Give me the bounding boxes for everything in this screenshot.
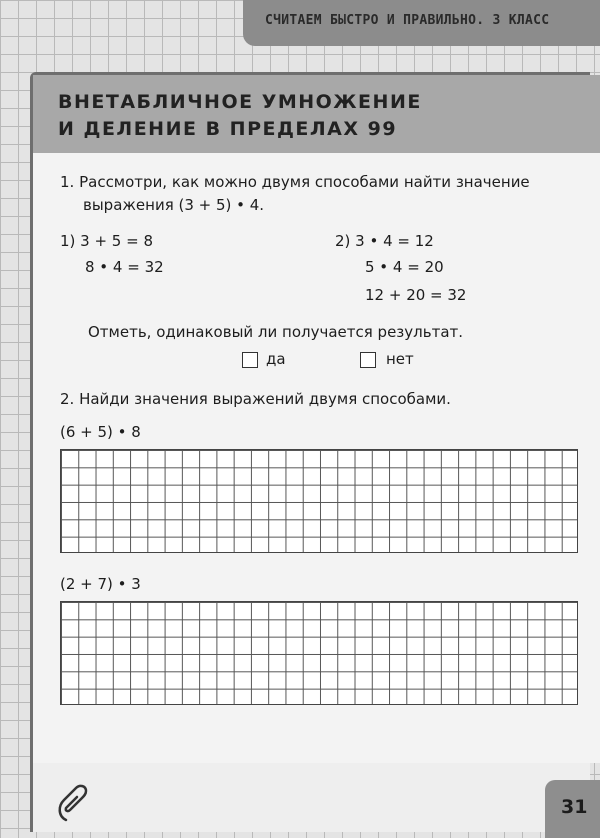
method2-step3: 12 + 20 = 32 bbox=[365, 286, 467, 304]
option-yes-label: да bbox=[266, 350, 286, 368]
answer-grid-1[interactable] bbox=[60, 449, 578, 553]
method2-step1: 2) 3 • 4 = 12 bbox=[335, 232, 434, 250]
method1-step2: 8 • 4 = 32 bbox=[85, 258, 164, 276]
task2-expression-2: (2 + 7) • 3 bbox=[60, 575, 141, 593]
option-no-label: нет bbox=[386, 350, 414, 368]
page-number: 31 bbox=[561, 796, 588, 818]
topic-title-line2: И ДЕЛЕНИЕ В ПРЕДЕЛАХ 99 bbox=[58, 118, 398, 140]
topic-title-line1: ВНЕТАБЛИЧНОЕ УМНОЖЕНИЕ bbox=[58, 91, 422, 113]
checkbox-yes[interactable] bbox=[242, 352, 258, 368]
method2-step2: 5 • 4 = 20 bbox=[365, 258, 444, 276]
task1-expression: выражения (3 + 5) • 4. bbox=[83, 196, 265, 214]
method1-step1: 1) 3 + 5 = 8 bbox=[60, 232, 154, 250]
task1-question: Отметь, одинаковый ли получается результат. bbox=[88, 323, 464, 341]
answer-grid-2[interactable] bbox=[60, 601, 578, 705]
checkbox-no[interactable] bbox=[360, 352, 376, 368]
task2-instruction: 2. Найди значения выражений двумя способами. bbox=[60, 390, 451, 408]
task2-expression-1: (6 + 5) • 8 bbox=[60, 423, 141, 441]
topic-banner bbox=[33, 75, 600, 153]
task1-instruction: 1. Рассмотри, как можно двумя способами найти значение bbox=[60, 173, 530, 191]
paperclip-icon bbox=[52, 780, 92, 825]
series-title: СЧИТАЕМ БЫСТРО И ПРАВИЛЬНО. 3 КЛАСС bbox=[265, 13, 550, 28]
